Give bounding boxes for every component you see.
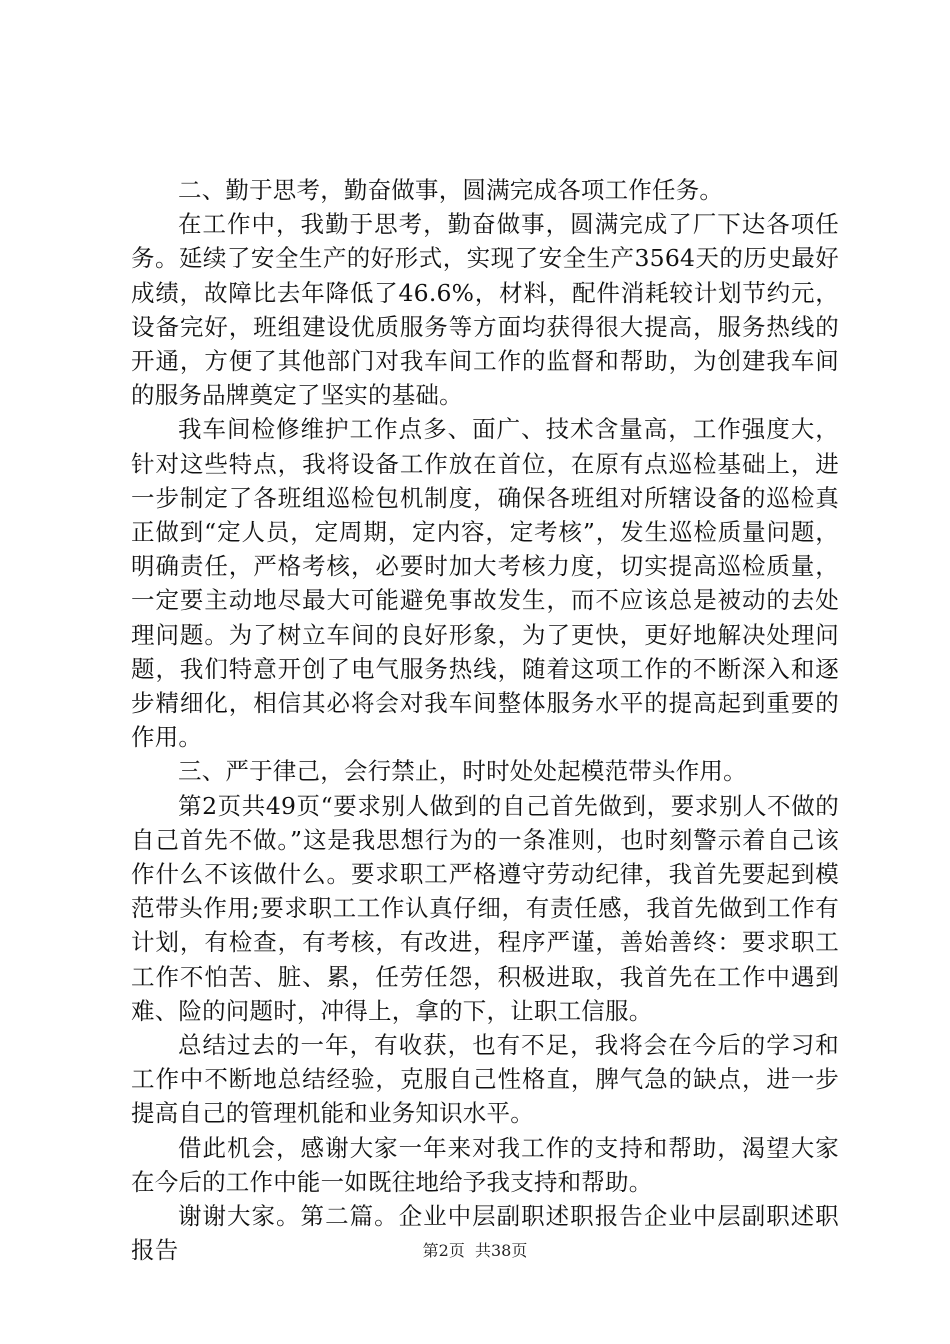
body-paragraph: 总结过去的一年，有收获，也有不足，我将会在今后的学习和工作中不断地总结经验，克服自己性格直，脾气急的缺点，进一步提高自己的管理机能和业务知识水平。: [131, 1031, 839, 1128]
page-footer: [0, 1241, 950, 1261]
page-number-label: 第2页 共38页: [422, 1241, 528, 1260]
body-paragraph: 借此机会，感谢大家一年来对我工作的支持和帮助，渴望大家在今后的工作中能一如既往地给予我支持和帮助。: [131, 1133, 839, 1196]
body-paragraph: 在工作中，我勤于思考，勤奋做事，圆满完成了厂下达各项任务。延续了安全生产的好形式，实现了安全生产3564天的历史最好成绩，故障比去年降低了46.6%，材料，配件消耗较计划节约元，设备完好，班组建设优质服务等方面均获得很大提高，服务热线的开通，方便了其他部门对我车间工作的监督和帮助，为创建我车间的服务品牌奠定了坚实的基础。: [131, 210, 839, 410]
body-paragraph: 第2页共49页“要求别人做到的自己首先做到，要求别人不做的自己首先不做。”这是我思想行为的一条准则，也时刻警示着自己该作什么不该做什么。要求职工严格遵守劳动纪律，我首先要起到模范带头作用;要求职工工作认真仔细，有责任感，我首先做到工作有计划，有检查，有考核，有改进，程序严谨，善始善终：要求职工工作不怕苦、脏、累，任劳任怨，积极进取，我首先在工作中遇到难、险的问题时，冲得上，拿的下，让职工信服。: [131, 791, 839, 1025]
document-body: [131, 173, 839, 1268]
body-paragraph: 谢谢大家。第二篇。企业中层副职述职报告企业中层副职述职报告: [131, 1202, 839, 1265]
body-paragraph: 我车间检修维护工作点多、面广、技术含量高，工作强度大，针对这些特点，我将设备工作放在首位，在原有点巡检基础上，进一步制定了各班组巡检包机制度，确保各班组对所辖设备的巡检真正做到“定人员，定周期，定内容，定考核”，发生巡检质量问题，明确责任，严格考核，必要时加大考核力度，切实提高巡检质量，一定要主动地尽最大可能避免事故发生，而不应该总是被动的去处理问题。为了树立车间的良好形象，为了更快，更好地解决处理问题，我们特意开创了电气服务热线，随着这项工作的不断深入和逐步精细化，相信其必将会对我车间整体服务水平的提高起到重要的作用。: [131, 415, 839, 752]
section-heading-2: 二、勤于思考，勤奋做事，圆满完成各项工作任务。: [178, 176, 724, 204]
section-heading-3: 三、严于律己，会行禁止，时时处处起模范带头作用。: [178, 757, 747, 786]
